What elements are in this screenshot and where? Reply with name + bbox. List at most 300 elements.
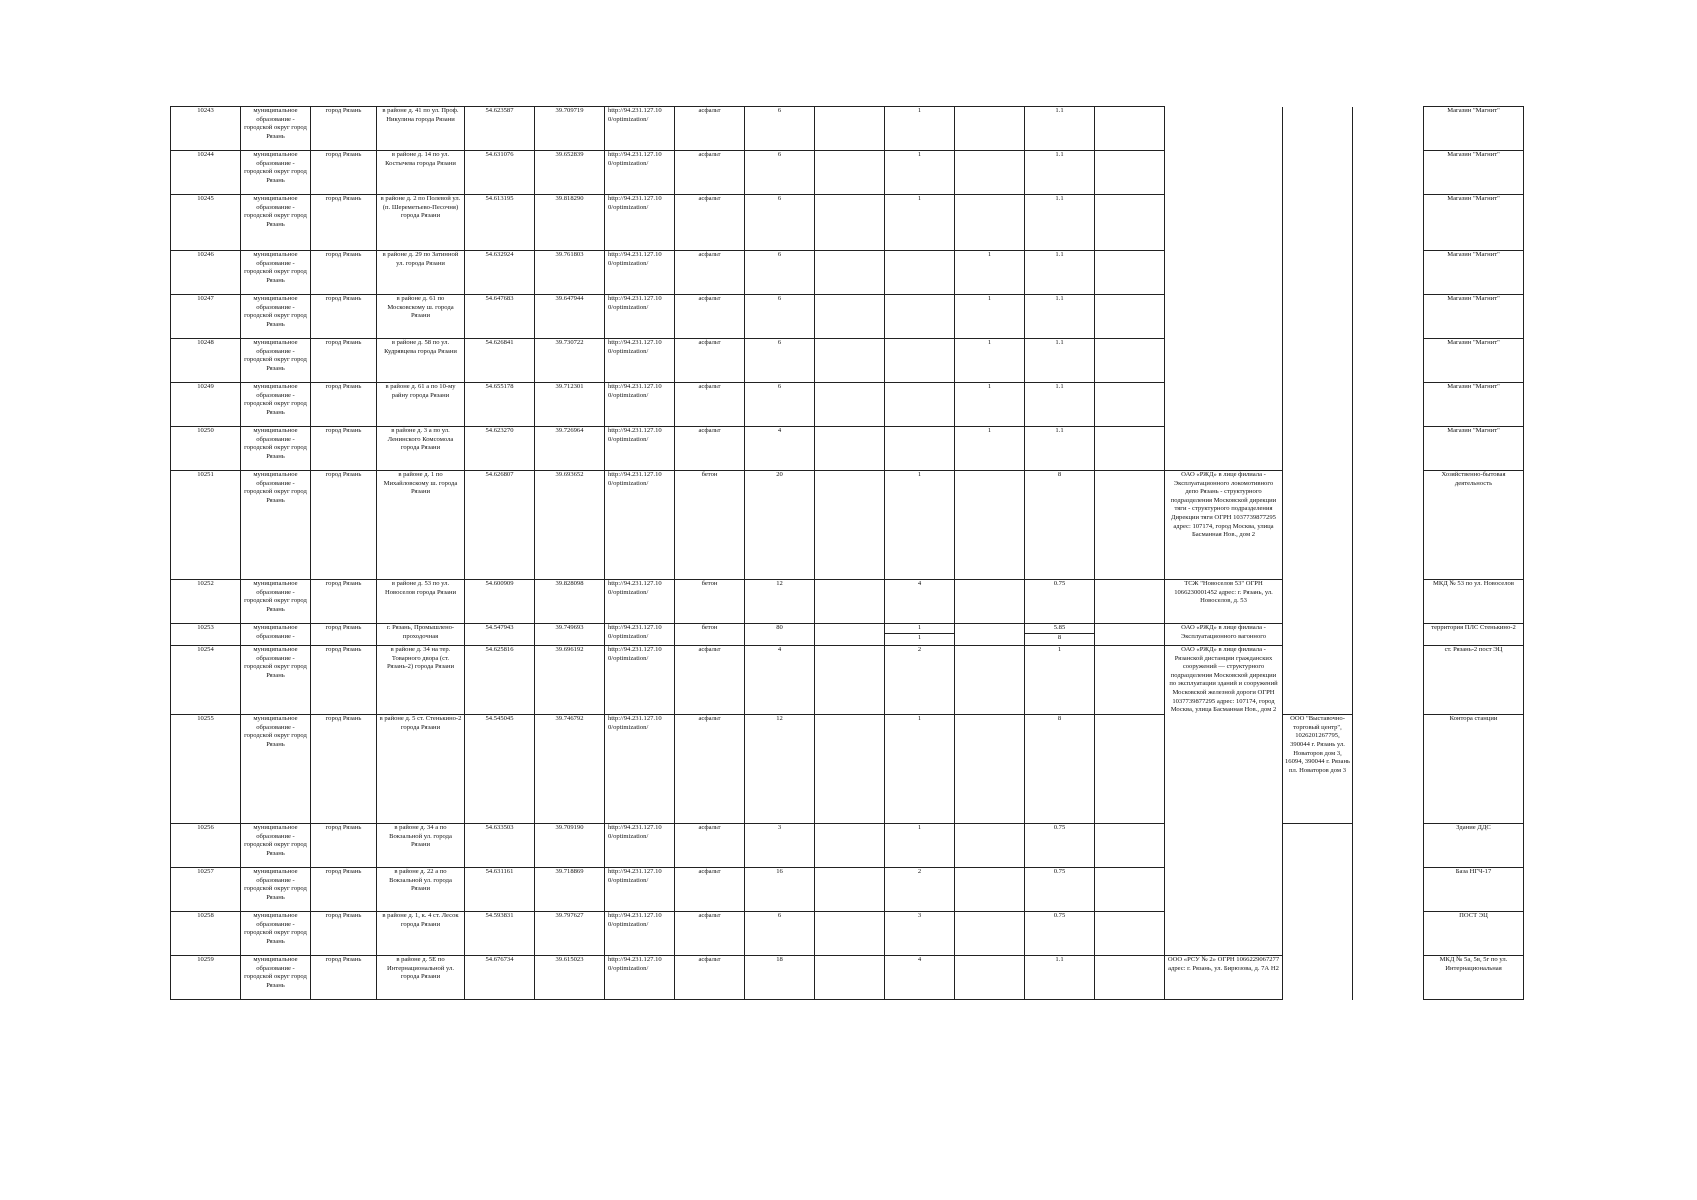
cell-empty	[1095, 251, 1165, 295]
cell-id: 10248	[171, 339, 241, 383]
cell-id: 10247	[171, 295, 241, 339]
cell-volume: 1.1	[1025, 295, 1095, 339]
cell-volume	[1025, 624, 1095, 646]
cell-count-c	[955, 868, 1025, 912]
cell-empty	[1095, 824, 1165, 868]
cell-registrant	[1283, 195, 1353, 251]
table-row	[171, 956, 1524, 1000]
cell-empty	[1353, 383, 1424, 427]
cell-map-link: http://94.231.127.10 0/optimization/	[605, 646, 675, 715]
cell-city: город Рязань	[311, 195, 377, 251]
cell-volume: 0.75	[1025, 912, 1095, 956]
cell-id: 10244	[171, 151, 241, 195]
cell-count-c	[955, 580, 1025, 624]
cell-volume: 1.1	[1025, 151, 1095, 195]
cell-city: город Рязань	[311, 427, 377, 471]
cell-surface: бетон	[675, 624, 745, 646]
cell-count-a	[815, 107, 885, 151]
cell-source: территория ПЛС Стенькино-2	[1424, 624, 1524, 646]
cell-volume: 1.1	[1025, 107, 1095, 151]
cell-city: город Рязань	[311, 956, 377, 1000]
cell-registrant	[1283, 912, 1353, 956]
volume-first: 5.85	[1053, 624, 1066, 631]
cell-surface: асфальт	[675, 868, 745, 912]
cell-surface: асфальт	[675, 427, 745, 471]
cell-empty	[1353, 251, 1424, 295]
cell-count-a	[815, 339, 885, 383]
cell-count-b: 1	[885, 195, 955, 251]
cell-count-b: 2	[885, 868, 955, 912]
cell-registrant	[1283, 956, 1353, 1000]
cell-latitude: 54.655178	[465, 383, 535, 427]
cell-empty	[1095, 956, 1165, 1000]
cell-longitude: 39.693652	[535, 471, 605, 580]
cell-empty	[1353, 295, 1424, 339]
cell-source: Контора станции	[1424, 715, 1524, 824]
cell-source: Магазин "Магнит"	[1424, 107, 1524, 151]
cell-source: Магазин "Магнит"	[1424, 251, 1524, 295]
cell-registrant	[1283, 383, 1353, 427]
cell-latitude: 54.545045	[465, 715, 535, 824]
cell-map-link: http://94.231.127.10 0/optimization/	[605, 715, 675, 824]
cell-count-a	[815, 580, 885, 624]
cell-count-c: 1	[955, 251, 1025, 295]
cell-municipality: муниципальное образование - городской округ город Рязань	[241, 339, 311, 383]
cell-surface: асфальт	[675, 151, 745, 195]
cell-count-c	[955, 912, 1025, 956]
cell-count-c	[955, 956, 1025, 1000]
cell-empty	[1095, 427, 1165, 471]
cell-city: город Рязань	[311, 715, 377, 824]
cell-id: 10243	[171, 107, 241, 151]
cell-longitude: 39.746792	[535, 715, 605, 824]
cell-city: город Рязань	[311, 624, 377, 646]
cell-latitude: 54.625816	[465, 646, 535, 715]
cell-empty	[1353, 107, 1424, 151]
cell-empty	[1095, 471, 1165, 580]
cell-surface: асфальт	[675, 824, 745, 868]
cell-empty	[1353, 195, 1424, 251]
cell-volume: 1.1	[1025, 251, 1095, 295]
cell-map-link: http://94.231.127.10 0/optimization/	[605, 383, 675, 427]
cell-id: 10250	[171, 427, 241, 471]
cell-longitude: 39.749693	[535, 624, 605, 646]
cell-source: Магазин "Магнит"	[1424, 383, 1524, 427]
cell-volume: 1.1	[1025, 427, 1095, 471]
cell-owner	[1165, 195, 1283, 251]
cell-empty	[1095, 912, 1165, 956]
cell-registrant	[1283, 427, 1353, 471]
cell-empty	[1353, 624, 1424, 646]
cell-municipality: муниципальное образование - городской округ город Рязань	[241, 956, 311, 1000]
cell-longitude: 39.709719	[535, 107, 605, 151]
cell-latitude: 54.631076	[465, 151, 535, 195]
cell-empty	[1095, 151, 1165, 195]
cell-address: в районе д. 1, к. 4 ст. Лесок города Рязани	[377, 912, 465, 956]
cell-municipality: муниципальное образование - городской округ город Рязань	[241, 912, 311, 956]
cell-area: 6	[745, 107, 815, 151]
cell-municipality: муниципальное образование - городской округ город Рязань	[241, 715, 311, 824]
cell-empty	[1353, 339, 1424, 383]
cell-address: в районе д. 61 по Московскому ш. города Рязани	[377, 295, 465, 339]
cell-latitude: 54.633503	[465, 824, 535, 868]
cell-latitude: 54.593831	[465, 912, 535, 956]
cell-id: 10253	[171, 624, 241, 646]
cell-id: 10252	[171, 580, 241, 624]
cell-map-link: http://94.231.127.10 0/optimization/	[605, 295, 675, 339]
table-row	[171, 427, 1524, 471]
cell-city: город Рязань	[311, 151, 377, 195]
cell-address: в районе д. 5Е по Интернациональной ул. города Рязани	[377, 956, 465, 1000]
cell-surface: асфальт	[675, 295, 745, 339]
cell-surface: бетон	[675, 580, 745, 624]
cell-area: 4	[745, 646, 815, 715]
table-row	[171, 824, 1524, 868]
cell-city: город Рязань	[311, 824, 377, 868]
cell-id: 10251	[171, 471, 241, 580]
cell-municipality: муниципальное образование - городской округ город Рязань	[241, 646, 311, 715]
cell-count-b: 1	[885, 471, 955, 580]
cell-count-a	[815, 956, 885, 1000]
cell-count-a	[815, 824, 885, 868]
cell-volume: 0.75	[1025, 868, 1095, 912]
cell-municipality: муниципальное образование - городской округ город Рязань	[241, 251, 311, 295]
cell-empty	[1095, 580, 1165, 624]
cell-map-link: http://94.231.127.10 0/optimization/	[605, 195, 675, 251]
table-row	[171, 580, 1524, 624]
cell-count-b	[885, 624, 955, 646]
registry-sheet	[170, 106, 1516, 1000]
cell-longitude: 39.797627	[535, 912, 605, 956]
cell-latitude: 54.623270	[465, 427, 535, 471]
cell-city: город Рязань	[311, 251, 377, 295]
cell-empty	[1095, 195, 1165, 251]
cell-longitude: 39.647944	[535, 295, 605, 339]
cell-municipality: муниципальное образование - городской округ город Рязань	[241, 107, 311, 151]
cell-area: 80	[745, 624, 815, 646]
cell-count-c	[955, 107, 1025, 151]
cell-id: 10245	[171, 195, 241, 251]
cell-count-b	[885, 295, 955, 339]
cell-count-c	[955, 646, 1025, 715]
cell-source: Магазин "Магнит"	[1424, 427, 1524, 471]
cell-empty	[1353, 471, 1424, 580]
cell-address: в районе д. 1 по Михайловскому ш. города Рязани	[377, 471, 465, 580]
cell-source: Магазин "Магнит"	[1424, 195, 1524, 251]
cell-longitude: 39.718869	[535, 868, 605, 912]
cell-empty	[1095, 868, 1165, 912]
cell-area: 3	[745, 824, 815, 868]
cell-latitude: 54.623587	[465, 107, 535, 151]
table-row	[171, 471, 1524, 580]
cell-registrant	[1283, 868, 1353, 912]
cell-area: 18	[745, 956, 815, 1000]
cell-address: г. Рязань, Промышлено-проходочная	[377, 624, 465, 646]
cell-municipality: муниципальное образование - городской округ город Рязань	[241, 580, 311, 624]
cell-owner	[1165, 715, 1283, 824]
cell-longitude: 39.696192	[535, 646, 605, 715]
cell-surface: асфальт	[675, 383, 745, 427]
cell-map-link: http://94.231.127.10 0/optimization/	[605, 151, 675, 195]
cell-municipality: муниципальное образование - городской округ город Рязань	[241, 471, 311, 580]
cell-longitude: 39.652839	[535, 151, 605, 195]
cell-longitude: 39.761803	[535, 251, 605, 295]
cell-id: 10256	[171, 824, 241, 868]
cell-count-b	[885, 339, 955, 383]
table-row	[171, 646, 1524, 715]
cell-latitude: 54.600909	[465, 580, 535, 624]
cell-registrant	[1283, 251, 1353, 295]
cell-area: 20	[745, 471, 815, 580]
cell-count-c	[955, 715, 1025, 824]
cell-count-c	[955, 195, 1025, 251]
cell-volume: 0.75	[1025, 824, 1095, 868]
cell-count-a	[815, 624, 885, 646]
cell-municipality: муниципальное образование - городской округ город Рязань	[241, 868, 311, 912]
cell-longitude: 39.709190	[535, 824, 605, 868]
cell-empty	[1095, 624, 1165, 646]
cell-area: 16	[745, 868, 815, 912]
cell-source: Магазин "Магнит"	[1424, 339, 1524, 383]
cell-count-b: 4	[885, 580, 955, 624]
cell-empty	[1095, 715, 1165, 824]
cell-registrant	[1283, 471, 1353, 580]
table-row	[171, 295, 1524, 339]
cell-city: город Рязань	[311, 383, 377, 427]
cell-map-link: http://94.231.127.10 0/optimization/	[605, 868, 675, 912]
cell-id: 10249	[171, 383, 241, 427]
cell-count-c: 1	[955, 339, 1025, 383]
table-row	[171, 151, 1524, 195]
cell-address: в районе д. 41 по ул. Проф. Никулина города Рязани	[377, 107, 465, 151]
cell-registrant	[1283, 339, 1353, 383]
cell-count-b	[885, 251, 955, 295]
cell-map-link: http://94.231.127.10 0/optimization/	[605, 824, 675, 868]
cell-volume: 8	[1025, 471, 1095, 580]
cell-city: город Рязань	[311, 868, 377, 912]
table-row	[171, 624, 1524, 646]
cell-city: город Рязань	[311, 646, 377, 715]
cell-municipality: муниципальное образование - городской округ город Рязань	[241, 824, 311, 868]
cell-empty	[1095, 339, 1165, 383]
cell-longitude: 39.818290	[535, 195, 605, 251]
cell-empty	[1095, 107, 1165, 151]
cell-area: 6	[745, 295, 815, 339]
cell-surface: асфальт	[675, 107, 745, 151]
table-row	[171, 251, 1524, 295]
cell-longitude: 39.828098	[535, 580, 605, 624]
cell-registrant	[1283, 107, 1353, 151]
table-row	[171, 339, 1524, 383]
cell-registrant	[1283, 151, 1353, 195]
cell-city: город Рязань	[311, 580, 377, 624]
cell-registrant	[1283, 646, 1353, 715]
cell-source: Магазин "Магнит"	[1424, 151, 1524, 195]
cell-map-link: http://94.231.127.10 0/optimization/	[605, 580, 675, 624]
cell-longitude: 39.726964	[535, 427, 605, 471]
cell-surface: асфальт	[675, 339, 745, 383]
table-row	[171, 383, 1524, 427]
table-row	[171, 912, 1524, 956]
cell-count-a	[815, 383, 885, 427]
cell-empty	[1353, 868, 1424, 912]
cell-address: в районе д. 34 а по Вокзальной ул. города Рязани	[377, 824, 465, 868]
cell-count-a	[815, 295, 885, 339]
cell-latitude: 54.626807	[465, 471, 535, 580]
cell-latitude: 54.676734	[465, 956, 535, 1000]
cell-surface: асфальт	[675, 195, 745, 251]
cell-owner	[1165, 383, 1283, 427]
cell-longitude: 39.730722	[535, 339, 605, 383]
cell-registrant	[1283, 624, 1353, 646]
cell-source: База НГЧ-17	[1424, 868, 1524, 912]
cell-address: в районе д. 5 ст. Стенькино-2 города Рязани	[377, 715, 465, 824]
cell-owner	[1165, 427, 1283, 471]
cell-owner	[1165, 295, 1283, 339]
cell-city: город Рязань	[311, 107, 377, 151]
cell-latitude: 54.647683	[465, 295, 535, 339]
cell-owner: ОАО «РЖД» в лице филиала - Эксплуатационного вагонного	[1165, 624, 1283, 646]
cell-address: в районе д. 53 по ул. Новоселов города Рязани	[377, 580, 465, 624]
cell-map-link: http://94.231.127.10 0/optimization/	[605, 107, 675, 151]
cell-empty	[1353, 646, 1424, 715]
cell-surface: асфальт	[675, 251, 745, 295]
cell-count-a	[815, 912, 885, 956]
cell-municipality: муниципальное образование - городской округ город Рязань	[241, 427, 311, 471]
cell-count-b: 1	[885, 715, 955, 824]
cell-map-link: http://94.231.127.10 0/optimization/	[605, 912, 675, 956]
cell-count-a	[815, 427, 885, 471]
cell-count-c: 1	[955, 383, 1025, 427]
cell-empty	[1353, 151, 1424, 195]
cell-surface: бетон	[675, 471, 745, 580]
registry-table-body	[171, 107, 1524, 1000]
cell-volume: 8	[1025, 715, 1095, 824]
cell-source: МКД № 5а, 5в, 5г по ул. Интернациональная	[1424, 956, 1524, 1000]
cell-owner: ТСЖ "Новоселов 53" ОГРН 1066230001452 адрес: г. Рязань, ул. Новоселов, д. 53	[1165, 580, 1283, 624]
cell-area: 12	[745, 715, 815, 824]
cell-owner	[1165, 868, 1283, 912]
cell-latitude: 54.626841	[465, 339, 535, 383]
cell-owner	[1165, 151, 1283, 195]
cell-owner: ОАО «РЖД» в лице филиала - Рязанской дистанции гражданских сооружений — структурного подразделения Московской дирекции по эксплуатации зданий и сооружений Московской железной дороги ОГРН 1037739877295 адрес: 107174, город Москва, улица Басманная Нов., дом 2	[1165, 646, 1283, 715]
cell-empty	[1095, 295, 1165, 339]
cell-volume: 1	[1025, 646, 1095, 715]
cell-count-a	[815, 646, 885, 715]
cell-surface: асфальт	[675, 646, 745, 715]
cell-latitude: 54.631161	[465, 868, 535, 912]
cell-area: 6	[745, 912, 815, 956]
volume-second: 8	[1025, 633, 1094, 643]
cell-count-c: 1	[955, 295, 1025, 339]
cell-empty	[1095, 646, 1165, 715]
cell-address: в районе д. 3 а по ул. Ленинского Комсомола города Рязани	[377, 427, 465, 471]
cell-area: 6	[745, 151, 815, 195]
cell-registrant: ООО "Выставочно-торговый центр", 1026201267795, 390044 г. Рязань ул. Новаторов дом 3, 16094, 390044 г. Рязань пл. Новаторов дом 3	[1283, 715, 1353, 824]
cell-owner	[1165, 251, 1283, 295]
cell-latitude: 54.632924	[465, 251, 535, 295]
cell-id: 10258	[171, 912, 241, 956]
cell-source: ст. Рязань-2 пост ЭЦ	[1424, 646, 1524, 715]
cell-count-b: 1	[885, 151, 955, 195]
cell-city: город Рязань	[311, 295, 377, 339]
cell-city: город Рязань	[311, 912, 377, 956]
cell-owner: ООО «РСУ № 2» ОГРН 1066229067277 адрес: г. Рязань, ул. Бирюзова, д. 7А Н2	[1165, 956, 1283, 1000]
cell-count-b: 4	[885, 956, 955, 1000]
table-row	[171, 195, 1524, 251]
cell-address: в районе д. 14 по ул. Костычева города Рязани	[377, 151, 465, 195]
cell-count-a	[815, 151, 885, 195]
cell-count-a	[815, 715, 885, 824]
cell-city: город Рязань	[311, 339, 377, 383]
cell-area: 6	[745, 251, 815, 295]
cell-address: в районе д. 58 по ул. Кудрявцева города Рязани	[377, 339, 465, 383]
cell-source: Магазин "Магнит"	[1424, 295, 1524, 339]
cell-id: 10259	[171, 956, 241, 1000]
cell-source: Здание ДДС	[1424, 824, 1524, 868]
cell-area: 4	[745, 427, 815, 471]
cell-municipality: муниципальное образование -	[241, 624, 311, 646]
cell-map-link: http://94.231.127.10 0/optimization/	[605, 339, 675, 383]
cell-area: 6	[745, 195, 815, 251]
cell-count-a	[815, 195, 885, 251]
cell-count-a	[815, 471, 885, 580]
cell-empty	[1353, 956, 1424, 1000]
cell-map-link: http://94.231.127.10 0/optimization/	[605, 471, 675, 580]
cell-source: МКД № 53 по ул. Новоселов	[1424, 580, 1524, 624]
cell-address: в районе д. 2 по Полевой ул. (п. Шереметьево-Песочня) города Рязани	[377, 195, 465, 251]
cell-surface: асфальт	[675, 715, 745, 824]
cell-volume: 1.1	[1025, 383, 1095, 427]
cell-municipality: муниципальное образование - городской округ город Рязань	[241, 295, 311, 339]
cell-count-a	[815, 251, 885, 295]
cell-volume: 1.1	[1025, 339, 1095, 383]
cell-municipality: муниципальное образование - городской округ город Рязань	[241, 195, 311, 251]
cell-longitude: 39.615023	[535, 956, 605, 1000]
cell-count-a	[815, 868, 885, 912]
cell-volume: 1.1	[1025, 195, 1095, 251]
cell-owner	[1165, 912, 1283, 956]
cell-map-link: http://94.231.127.10 0/optimization/	[605, 427, 675, 471]
cell-count-b: 1	[885, 824, 955, 868]
cell-source: Хозяйственно-бытовая деятельность	[1424, 471, 1524, 580]
count-b-first: 1	[917, 624, 922, 631]
cell-address: в районе д. 61 а по 10-му райну города Рязани	[377, 383, 465, 427]
cell-address: в районе д. 22 а по Вокзальной ул. города Рязани	[377, 868, 465, 912]
cell-count-c	[955, 151, 1025, 195]
cell-empty	[1353, 824, 1424, 868]
registry-table	[170, 106, 1524, 1000]
cell-empty	[1353, 427, 1424, 471]
cell-count-c: 1	[955, 427, 1025, 471]
cell-owner: ОАО «РЖД» в лице филиала - Эксплуатационного локомотивного депо Рязань - структурного подразделения Московской дирекции тяги - структурного подразделения Дирекции тяги ОГРН 1037739877295 адрес: 107174, город Москва, улица Басманная Нов., дом 2	[1165, 471, 1283, 580]
cell-map-link: http://94.231.127.10 0/optimization/	[605, 956, 675, 1000]
cell-empty	[1353, 912, 1424, 956]
cell-latitude: 54.547943	[465, 624, 535, 646]
cell-id: 10257	[171, 868, 241, 912]
cell-volume: 0.75	[1025, 580, 1095, 624]
cell-empty	[1095, 383, 1165, 427]
cell-count-b	[885, 383, 955, 427]
cell-address: в районе д. 29 по Затинной ул. города Рязани	[377, 251, 465, 295]
cell-municipality: муниципальное образование - городской округ город Рязань	[241, 151, 311, 195]
table-row	[171, 715, 1524, 824]
cell-area: 6	[745, 383, 815, 427]
cell-registrant	[1283, 580, 1353, 624]
cell-registrant	[1283, 295, 1353, 339]
cell-city: город Рязань	[311, 471, 377, 580]
cell-owner	[1165, 824, 1283, 868]
